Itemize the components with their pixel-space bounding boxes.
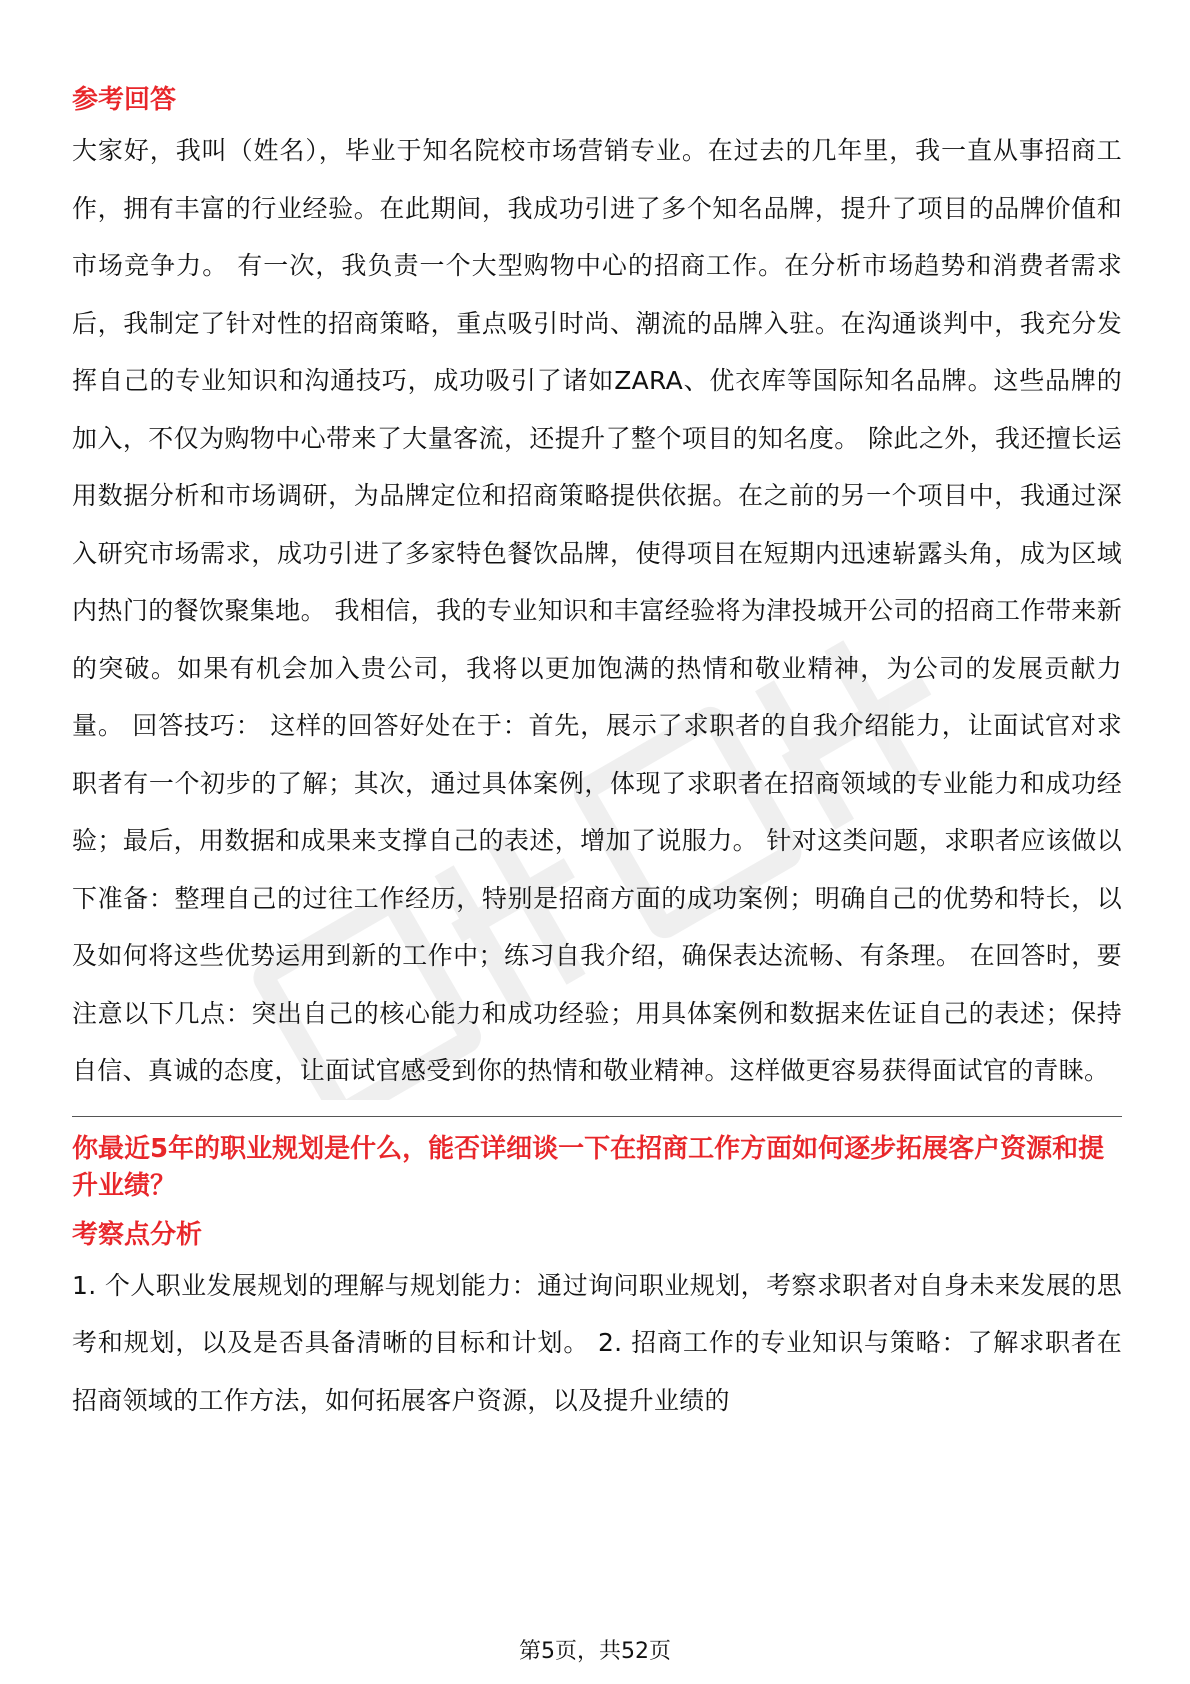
page-number: 第5页，共52页 [519,1639,671,1664]
analysis-text: 1. 个人职业发展规划的理解与规划能力：通过询问职业规划，考察求职者对自身未来发展的思考和规划，以及是否具备清晰的目标和计划。 2. 招商工作的专业知识与策略：了解求职者在招商领域的工作方法，如何拓展客户资源，以及提升业绩的 [72,1270,1122,1415]
section-divider [72,1116,1122,1117]
analysis-heading: 考察点分析 [72,1219,203,1250]
reference-answer-heading: 参考回答 [72,85,177,115]
reference-answer-text: 大家好，我叫（姓名），毕业于知名院校市场营销专业。在过去的几年里，我一直从事招商工作，拥有丰富的行业经验。在此期间，我成功引进了多个知名品牌，提升了项目的品牌价值和市场竞争力。 有一次，我负责一个大型购物中心的招商工作。在分析市场趋势和消费者需求后，我制定了针对性的招商策略，重点吸引时尚、潮流的品牌入驻。在沟通谈判中，我充分发挥自己的专业知识和沟通技巧，成功吸引了诸如ZARA、优衣库等国际知名品牌。这些品牌的加入，不仅为购物中心带来了大量客流，还提升了整个项目的知名度。 除此之外，我还擅长运用数据分析和市场调研，为品牌定位和招商策略提供依据。在之前的另一个项目中，我通过深入研究市场需求，成功引进了多家特色餐饮品牌，使得项目在短期内迅速崭露头角，成为区域内热门的餐饮聚集地。 我相信，我的专业知识和丰富经验将为津投城开公司的招商工作带来新的突破。如果有机会加入贵公司，我将以更加饱满的热情和敬业精神，为公司的发展贡献力量。 回答技巧： 这样的回答好处在于：首先，展示了求职者的自我介绍能力，让面试官对求职者有一个初步的了解；其次，通过具体案例，体现了求职者在招商领域的专业能力和成功经验；最后，用数据和成果来支撑自己的表述，增加了说服力。 针对这类问题，求职者应该做以下准备：整理自己的过往工作经历，特别是招商方面的成功案例；明确自己的优势和特长，以及如何将这些优势运用到新的工作中；练习自我介绍，确保表达流畅、有条理。 在回答时，要注意以下几点：突出自己的核心能力和成功经验；用具体案例和数据来佐证自己的表述；保持自信、真诚的态度，让面试官感受到你的热情和敬业精神。这样做更容易获得面试官的青睐。 [72,136,1122,1085]
main-content [72,78,1122,1429]
next-question-title: 你最近5年的职业规划是什么，能否详细谈一下在招商工作方面如何逐步拓展客户资源和提升业绩？ [72,1133,1105,1201]
